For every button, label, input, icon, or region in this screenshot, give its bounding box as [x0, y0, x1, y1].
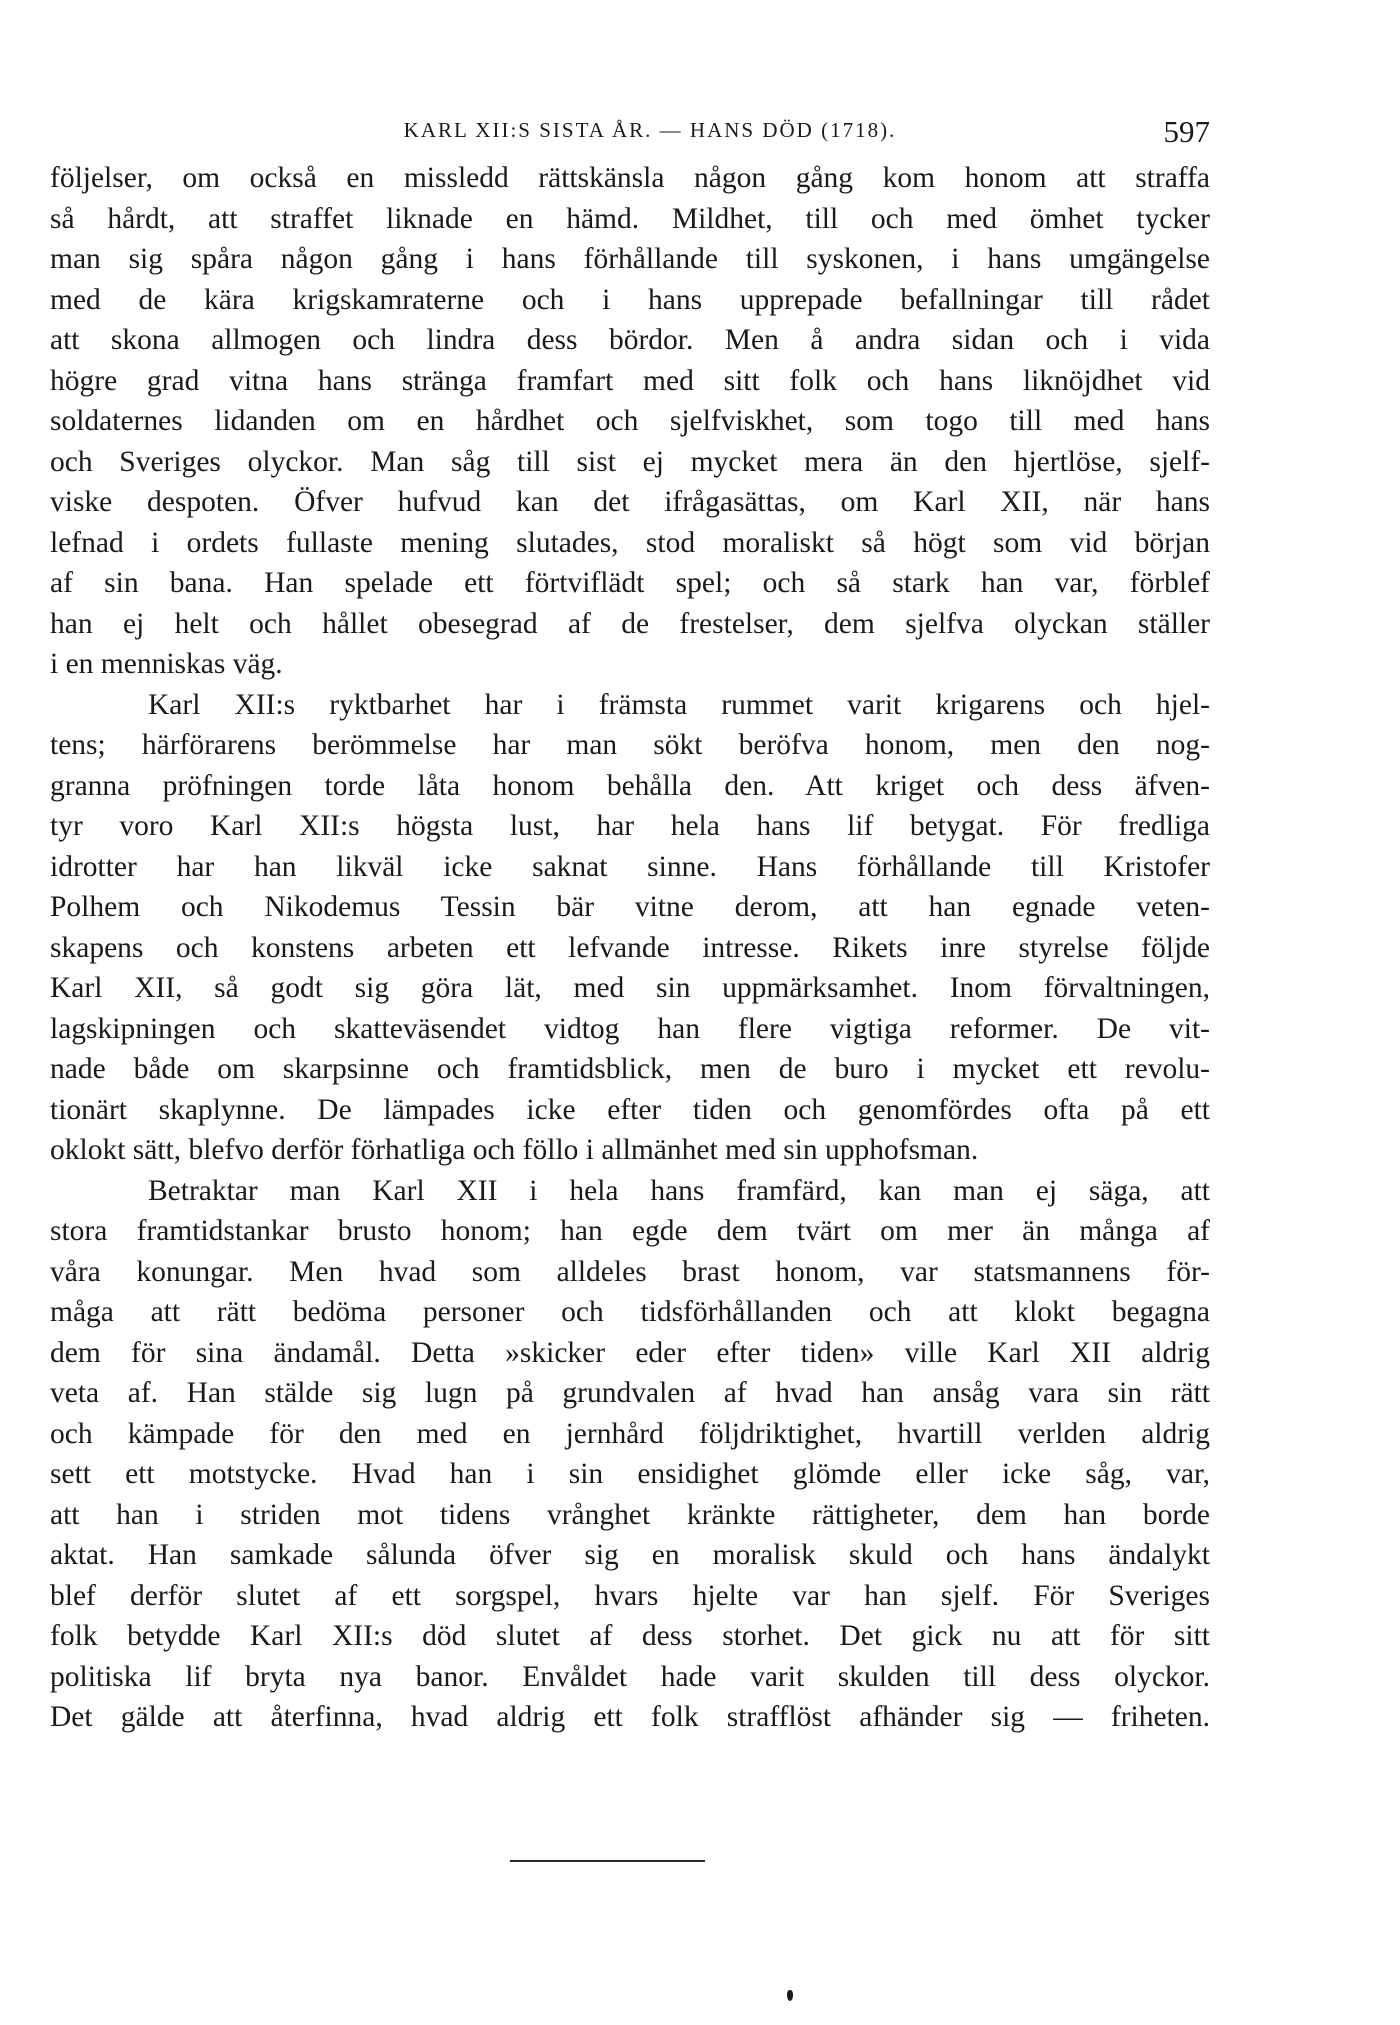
paragraph-2: [50, 685, 1210, 1171]
text-line: folk betydde Karl XII:s död slutet af dess storhet. Det gick nu att för sitt: [50, 1620, 1210, 1652]
text-line: Det gälde att återfinna, hvad aldrig ett folk strafflöst afhänder sig — friheten.: [50, 1701, 1210, 1733]
text-line: i en menniskas väg.: [50, 648, 283, 680]
text-line: viske despoten. Öfver hufvud kan det ifrågasättas, om Karl XII, när hans: [50, 486, 1210, 518]
text-line: af sin bana. Han spelade ett förtviflädt spel; och så stark han var, förblef: [50, 567, 1210, 599]
text-line: att han i striden mot tidens vrånghet kränkte rättigheter, dem han borde: [50, 1498, 1210, 1531]
running-header: [50, 114, 1210, 154]
text-line: lefnad i ordets fullaste mening slutades, stod moraliskt så högt som vid början: [50, 526, 1210, 559]
text-line: aktat. Han samkade sålunda öfver sig en moralisk skuld och hans ändalykt: [50, 1539, 1210, 1571]
text-line: Karl XII, så godt sig göra lät, med sin uppmärksamhet. Inom förvaltningen,: [50, 972, 1210, 1004]
footer-rule: [510, 1860, 705, 1862]
text-line: politiska lif bryta nya banor. Envåldet hade varit skulden till dess olyckor.: [50, 1660, 1210, 1693]
text-line: Polhem och Nikodemus Tessin bär vitne derom, att han egnade veten-: [50, 891, 1210, 923]
text-line: följelser, om också en missledd rättskänsla någon gång kom honom att straffa: [50, 162, 1210, 194]
page-number: 597: [1163, 114, 1210, 149]
text-line: tens; härförarens berömmelse har man sökt beröfva honom, men den nog-: [50, 729, 1210, 761]
text-line: veta af. Han stälde sig lugn på grundvalen af hvad han ansåg vara sin rätt: [50, 1377, 1210, 1409]
text-line: så hårdt, att straffet liknade en hämd. Mildhet, till och med ömhet tycker: [50, 202, 1210, 235]
text-line: Betraktar man Karl XII i hela hans framfärd, kan man ej säga, att: [148, 1174, 1210, 1207]
text-line: att skona allmogen och lindra dess bördor. Men å andra sidan och i vida: [50, 324, 1210, 356]
text-line: soldaternes lidanden om en hårdhet och sjelfviskhet, som togo till med hans: [50, 405, 1210, 437]
text-line: högre grad vitna hans stränga framfart med sitt folk och hans liknöjdhet vid: [50, 364, 1210, 397]
body-text: [50, 158, 1210, 1738]
text-line: han ej helt och hållet obesegrad af de frestelser, dem sjelfva olyckan ställer: [50, 607, 1210, 640]
text-line: med de kära krigskamraterne och i hans upprepade befallningar till rådet: [50, 283, 1210, 316]
text-line: stora framtidstankar brusto honom; han egde dem tvärt om mer än många af: [50, 1215, 1210, 1247]
text-line: nade både om skarpsinne och framtidsblick, men de buro i mycket ett revolu-: [50, 1053, 1210, 1085]
text-line: våra konungar. Men hvad som alldeles brast honom, var statsmannens för-: [50, 1255, 1210, 1288]
text-line: tyr voro Karl XII:s högsta lust, har hela hans lif betygat. För fredliga: [50, 810, 1210, 842]
running-header-title: KARL XII:S SISTA ÅR. — HANS DÖD (1718).: [403, 118, 897, 142]
text-line: idrotter har han likväl icke saknat sinne. Hans förhållande till Kristofer: [50, 850, 1210, 883]
text-line: blef derför slutet af ett sorgspel, hvars hjelte var han sjelf. För Sveriges: [50, 1579, 1210, 1612]
text-line: Karl XII:s ryktbarhet har i främsta rummet varit krigarens och hjel-: [148, 688, 1210, 721]
paragraph-1: [50, 158, 1210, 685]
text-line: och kämpade för den med en jernhård följdriktighet, hvartill verlden aldrig: [50, 1417, 1210, 1450]
paragraph-3: [50, 1171, 1210, 1738]
text-line: dem för sina ändamål. Detta »skicker eder efter tiden» ville Karl XII aldrig: [50, 1336, 1210, 1369]
text-line: lagskipningen och skatteväsendet vidtog han flere vigtiga reformer. De vit-: [50, 1012, 1210, 1045]
text-line: sett ett motstycke. Hvad han i sin ensidighet glömde eller icke såg, var,: [50, 1458, 1210, 1490]
text-line: oklokt sätt, blefvo derför förhatliga och föllo i allmänhet med sin upphofsman.: [50, 1134, 979, 1166]
text-line: måga att rätt bedöma personer och tidsförhållanden och att klokt begagna: [50, 1296, 1210, 1328]
text-line: tionärt skaplynne. De lämpades icke efter tiden och genomfördes ofta på ett: [50, 1093, 1210, 1126]
text-line: granna pröfningen torde låta honom behålla den. Att kriget och dess äfven-: [50, 769, 1210, 802]
text-line: skapens och konstens arbeten ett lefvande intresse. Rikets inre styrelse följde: [50, 931, 1210, 964]
text-line: man sig spåra någon gång i hans förhållande till syskonen, i hans umgängelse: [50, 243, 1210, 275]
ink-speck: [787, 1990, 793, 2001]
text-line: och Sveriges olyckor. Man såg till sist ej mycket mera än den hjertlöse, sjelf-: [50, 445, 1210, 478]
